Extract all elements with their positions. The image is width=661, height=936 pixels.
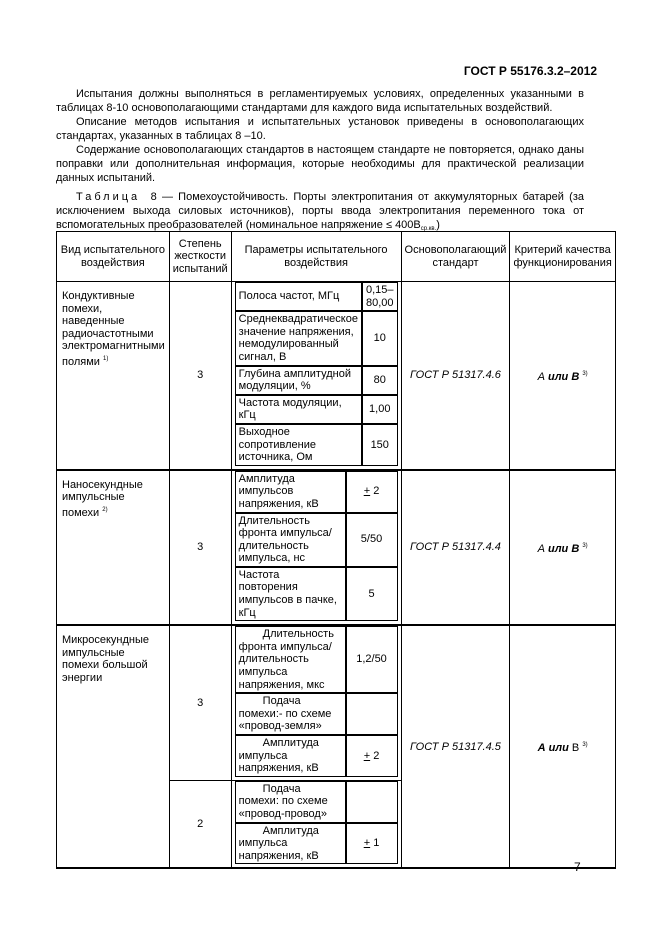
header-standard: Основополагающий стандарт — [401, 232, 510, 282]
table-row — [57, 282, 616, 470]
criterion-a: А — [537, 742, 546, 754]
param-row — [235, 781, 398, 823]
param-row — [235, 366, 398, 395]
standard-cell: ГОСТ Р 51317.4.4 — [401, 470, 510, 626]
header-type: Вид испытательного воздействия — [57, 232, 170, 282]
param-name: Амплитуда импульса напряжения, кВ — [235, 823, 346, 865]
caption-subscript: ср.кв. — [420, 226, 437, 233]
param-row — [235, 567, 398, 621]
params-table — [235, 626, 398, 777]
paragraph-2: Описание методов испытания и испытательных установок приведены в основополагающих стандартах, указанных в таблицах 8 –10. — [56, 116, 584, 143]
params-table — [235, 781, 398, 865]
value-number: 2 — [370, 749, 380, 762]
param-name: Полоса частот, МГц — [235, 282, 362, 311]
emc-test-table — [56, 231, 616, 869]
param-value: 1,2/50 — [346, 626, 398, 693]
param-row — [235, 513, 398, 567]
standard-cell: ГОСТ Р 51317.4.6 — [401, 282, 510, 470]
header-severity: Степень жесткости испытаний — [169, 232, 231, 282]
param-value — [346, 693, 398, 735]
test-type-cell — [57, 470, 170, 626]
criterion-or: или — [548, 742, 569, 754]
param-row — [235, 311, 398, 365]
plus-minus-sign: + — [363, 749, 371, 762]
header-params: Параметры испытательного воздействия — [231, 232, 401, 282]
params-cell — [231, 470, 401, 626]
paragraph-1: Испытания должны выполняться в регламентируемых условиях, определенных указанными в таблицах 8-10 основополагающими стандартами для каждого вида испытательных воздействий. — [56, 88, 584, 115]
param-name: Подача помехи:- по схеме «провод-земля» — [235, 693, 346, 735]
param-name: Глубина амплитудной модуляции, % — [235, 366, 362, 395]
footnote-ref: 3) — [582, 742, 588, 748]
param-name: Выходное сопротивление источника, Ом — [235, 424, 362, 466]
criterion-cell — [510, 282, 615, 470]
footnote-ref: 1) — [102, 355, 109, 362]
value-number: 1 — [370, 837, 380, 850]
caption-label: Таблица — [76, 191, 141, 203]
param-value: 5/50 — [346, 513, 398, 567]
table-row — [57, 625, 616, 780]
standard-cell: ГОСТ Р 51317.4.5 — [401, 625, 510, 868]
document-header: ГОСТ Р 55176.3.2–2012 — [463, 64, 597, 78]
footnote-ref: 2) — [102, 506, 108, 513]
param-value: 5 — [346, 567, 398, 621]
criterion-or: или — [547, 542, 569, 555]
param-row — [235, 626, 398, 693]
paragraph-3: Содержание основополагающих стандартов в настоящем стандарте не повторяется, однако даны поправки или дополнительная информация, которые необходимы для практической реализации данных испытаний. — [56, 144, 584, 185]
param-value — [346, 735, 398, 777]
param-value: 0,15–80,00 — [362, 282, 398, 311]
severity-cell: 2 — [169, 780, 231, 868]
param-row — [235, 693, 398, 735]
criterion-b: В — [571, 370, 580, 383]
param-name: Частота повторения импульсов в пачке, кГц — [235, 567, 346, 621]
page-number: 7 — [574, 860, 581, 874]
criterion-a: А — [537, 370, 545, 383]
param-value: 10 — [362, 311, 398, 365]
param-value: 80 — [362, 366, 398, 395]
test-type-cell — [57, 282, 170, 470]
criterion-or: или — [547, 370, 569, 383]
param-name: Длительность фронта импульса/ длительность импульса напряжения, мкс — [235, 626, 346, 693]
plus-minus-sign: + — [363, 485, 371, 498]
param-value — [346, 823, 398, 865]
param-name: Амплитуда импульсов напряжения, кВ — [235, 471, 346, 513]
test-type-cell: Микросекундные импульсные помехи большой энергии — [57, 625, 170, 868]
criterion-cell — [510, 470, 615, 626]
param-row — [235, 735, 398, 777]
criterion-cell — [510, 625, 615, 868]
caption-text: — Помехоустойчивость. Порты электропитания от аккумуляторных батарей (за исключением выхода силовых источников), порты ввода электропитания переменного тока от вспомогательных преобразователей (номинальное напряжение ≤ 400В — [56, 191, 584, 232]
param-name: Амплитуда импульса напряжения, кВ — [235, 735, 346, 777]
param-row — [235, 282, 398, 311]
param-name: Длительность фронта импульса/длительность импульса, нс — [235, 513, 346, 567]
table-caption — [56, 190, 584, 237]
params-table — [235, 471, 398, 622]
criterion-b: В — [571, 542, 580, 555]
table-header-row — [57, 232, 616, 282]
param-value — [346, 471, 398, 513]
plus-minus-sign: + — [363, 837, 371, 850]
criterion-a: А — [537, 542, 545, 555]
param-value: 1,00 — [362, 395, 398, 424]
header-criterion: Критерий качества функционирования — [510, 232, 615, 282]
param-row — [235, 471, 398, 513]
param-name: Подача помехи: по схеме «провод-провод» — [235, 781, 346, 823]
severity-cell: 3 — [169, 470, 231, 626]
param-value: 150 — [362, 424, 398, 466]
param-row — [235, 424, 398, 466]
footnote-ref: 3) — [582, 370, 588, 377]
caption-number: 8 — [150, 191, 157, 203]
caption-end: ) — [436, 219, 440, 232]
test-type: Наносекундные импульсные помехи — [62, 478, 143, 519]
params-cell — [231, 625, 401, 780]
params-table — [235, 282, 398, 466]
value-number: 2 — [370, 485, 380, 498]
params-cell — [231, 780, 401, 868]
param-name: Частота модуляции, кГц — [235, 395, 362, 424]
param-value — [346, 781, 398, 823]
severity-cell: 3 — [169, 625, 231, 780]
footnote-ref: 3) — [582, 542, 588, 549]
table-row — [57, 470, 616, 626]
param-row — [235, 823, 398, 865]
criterion-b: В — [571, 742, 580, 754]
params-cell — [231, 282, 401, 470]
test-type: Кондуктивные помехи, наведенные радиочастотными электромагнитными полями — [62, 290, 165, 368]
param-row — [235, 395, 398, 424]
param-name: Среднеквадратическое значение напряжения, немодулированный сигнал, В — [235, 311, 362, 365]
severity-cell: 3 — [169, 282, 231, 470]
